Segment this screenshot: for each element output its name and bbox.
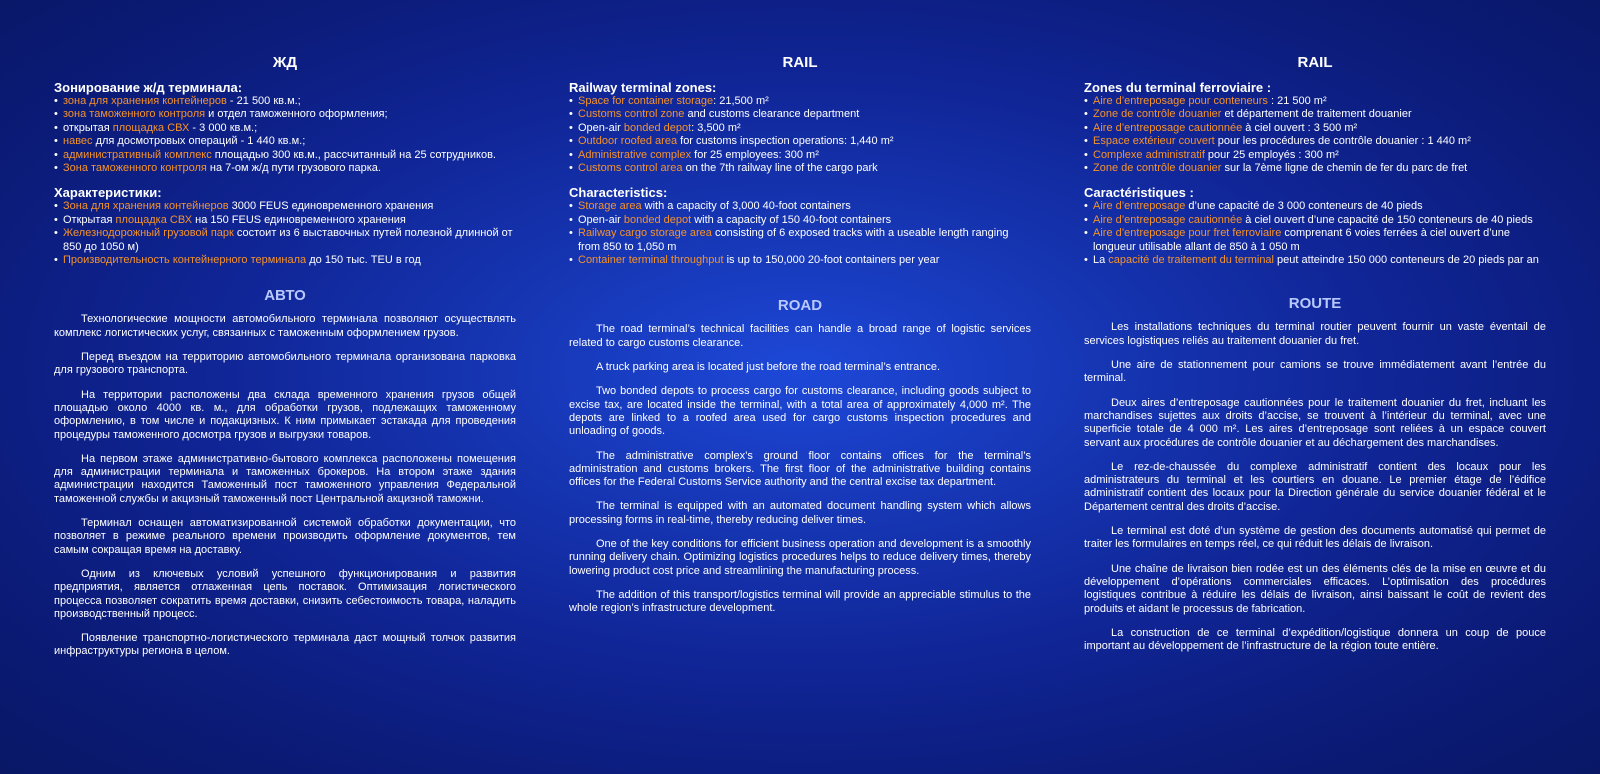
bullet-text: and customs clearance department [684,108,860,121]
bullet-highlight: Aire d’entreposage [1093,200,1186,213]
paragraph: Перед въездом на территорию автомобильного терминала организована парковка для грузового транспорта. [54,351,516,377]
bullet-text: is up to 150,000 20-foot containers per year [723,254,940,267]
bullet-item [54,122,516,135]
bullet-item [569,108,1031,121]
bullet-highlight: bonded depot [623,121,692,134]
bullet-text: и отдел таможенного оформления; [205,108,388,121]
bullet-highlight: навес [63,135,93,148]
rail-title: RAIL [1297,54,1333,71]
paragraph: Les installations techniques du terminal routier peuvent fournir un vaste éventail de services logistiques reliés au traitement douanier du fret. [1084,321,1546,347]
paragraph: Появление транспортно-логистического терминала даст мощный толчок развития инфраструктуры региона в целом. [54,632,516,658]
characteristics-heading: Characteristics: [569,185,668,201]
zones-list [54,95,516,175]
bullet-highlight: зона для хранения контейнеров [63,95,227,107]
bullet-highlight: Complexe administratif [1093,148,1205,161]
road-title: ROUTE [1288,295,1342,313]
bullet-text: 3000 FEUS единовременного хранения [228,200,434,213]
bullet-item [54,214,516,227]
bullet-item [54,108,516,121]
bullet-text: d’une capacité de 3 000 conteneurs de 40 pieds [1185,200,1423,213]
bullet-highlight: Storage area [578,200,642,213]
bullet-text: sur la 7ème ligne de chemin de fer du parc de fret [1221,162,1468,175]
bullet-item [54,254,516,267]
bullet-item [1084,122,1546,135]
paragraph: Two bonded depots to process cargo for customs clearance, including goods subject to excise tax, are located inside the terminal, with a total area of approximately 4,000 m². The depots are linked to a roofed area used for cargo customs inspection procedures and unloading of goods. [569,385,1031,438]
bullet-item [1084,108,1546,121]
characteristics-heading: Характеристики: [54,185,162,201]
bullet-item [54,149,516,162]
bullet-text: peut atteindre 150 000 conteneurs de 20 pieds par an [1274,254,1539,267]
bullet-text: on the 7th railway line of the cargo park [682,162,878,175]
zones-heading: Railway terminal zones: [569,80,717,95]
characteristics-list [569,200,1031,267]
bullet-text: : 21,500 m² [713,95,769,107]
bullet-highlight: Зона таможенного контроля [63,162,207,175]
bullet-text: consisting of 6 exposed tracks with a useable length ranging from 850 to 1,050 m [578,227,1009,253]
paragraph: One of the key conditions for efficient business operation and development is a smoothly running delivery chain. Optimizing logistics procedures helps to reduce delivery times, thereby lowering product cost price and streamlining the manufacturing process. [569,538,1031,577]
paragraph: Deux aires d’entreposage cautionnées pour le traitement douanier du fret, incluant les marchandises sujettes aux droits d’accise, se trouvent à l’intérieur du terminal, avec une superficie totale de 4 000 m². Les aires d’entreposage sont reliées à un espace couvert servant aux procédures de contrôle douanier et au déchargement des marchandises. [1084,396,1546,449]
bullet-prefix: Open-air [578,121,624,134]
bullet-text: et département de traitement douanier [1221,108,1412,121]
bullet-prefix: La [1093,254,1109,267]
paragraph: The road terminal’s technical facilities can handle a broad range of logistic services related to cargo customs clearance. [569,323,1031,349]
bullet-text: comprenant 6 voies ferrées à ciel ouvert d’une longueur utilisable allant de 850 à 1 050 m [1093,227,1511,253]
bullet-highlight: Aire d’entreposage cautionnée [1093,121,1243,134]
bullet-item [569,149,1031,162]
bullet-item [569,200,1031,213]
bullet-item [1084,254,1546,267]
characteristics-heading: Caractéristiques : [1084,185,1194,201]
bullet-prefix: Open-air [578,213,624,226]
bullet-highlight: Железнодорожный грузовой парк [63,227,234,240]
bullet-item [54,200,516,213]
column-english [569,52,1031,627]
bullet-item [569,214,1031,227]
paragraph: Одним из ключевых условий успешного функционирования и развития предприятия, является отлаженная цепь поставок. Оптимизация логистического процесса позволяет сократить время доставки, снизить себестоимость товара, наладить производственный процесс. [54,567,516,620]
bullet-text: - 3 000 кв.м.; [189,121,258,134]
paragraph: Технологические мощности автомобильного терминала позволяют осуществлять комплекс логистических услуг, связанных с таможенным оформлением грузов. [54,313,516,339]
bullet-highlight: Zone de contrôle douanier [1093,108,1222,121]
bullet-item [1084,162,1546,175]
road-paragraphs [1084,321,1546,653]
paragraph: La construction de ce terminal d’expédition/logistique donnera un coup de pouce important au développement de l’infrastructure de la région toute entière. [1084,626,1546,653]
bullet-text: на 150 FEUS единовременного хранения [192,213,406,226]
bullet-item [1084,95,1546,108]
bullet-highlight: Espace extérieur couvert [1093,135,1215,148]
bullet-item [569,227,1031,254]
paragraph: The terminal is equipped with an automated document handling system which allows processing forms in real-time, thereby reducing deliver times. [569,500,1031,526]
bullet-text: with a capacity of 150 40-foot containers [691,213,892,226]
road-paragraphs [569,323,1031,615]
bullet-text: for 25 employees: 300 m² [691,148,819,161]
bullet-text: площадью 300 кв.м., рассчитанный на 25 сотрудников. [211,148,496,161]
bullet-text: для досмотровых операций - 1 440 кв.м.; [92,135,306,148]
bullet-item [1084,214,1546,227]
bullet-text: до 150 тыс. TEU в год [306,254,421,267]
paragraph: Le rez-de-chaussée du complexe administratif contient des locaux pour les administrateurs du terminal et les courtiers en douane. Le premier étage de l’édifice administratif contient des locaux pour la Direction générale du service douanier fédéral et le Département central des droits d’accise. [1084,460,1546,513]
paragraph: The administrative complex’s ground floor contains offices for the terminal’s administration and customs brokers. The first floor of the administrative building contains offices for the Federal Customs Service authority and the central excise tax department. [569,449,1031,489]
rail-title: ЖД [272,54,298,71]
rail-title: RAIL [782,54,818,71]
bullet-item [54,135,516,148]
bullet-text: состоит из 6 выставочных путей полезной длинной от 850 до 1050 м) [63,227,513,253]
bullet-highlight: Зона для хранения контейнеров [63,200,229,213]
bullet-highlight: Space for container storage [578,95,714,107]
zones-list [1084,95,1546,175]
bullet-item [569,95,1031,108]
bullet-item [569,135,1031,148]
bullet-text: à ciel ouvert : 3 500 m² [1242,121,1358,134]
bullet-text: for customs inspection operations: 1,440 m² [677,135,894,148]
bullet-highlight: capacité de traitement du terminal [1108,254,1274,267]
paragraph: Une aire de stationnement pour camions se trouve immédiatement avant l’entrée du terminal. [1084,359,1546,385]
bullet-text: : 3,500 m² [691,121,741,134]
bullet-highlight: Zone de contrôle douanier [1093,162,1222,175]
paragraph: На первом этаже административно-бытового комплекса расположены помещения для администрации терминала и таможенных брокеров. На втором этаже здания администрации находится Таможенный пост таможенного управления Федеральной таможенной службы и акцизный таможенный пост Центральной акцизной таможни. [54,452,516,505]
bullet-text: - 21 500 кв.м.; [226,95,301,107]
paragraph: Le terminal est doté d’un système de gestion des documents automatisé qui permet de traiter les formulaires en temps réel, ce qui réduit les délais de livraison. [1084,525,1546,551]
bullet-item [569,254,1031,267]
paragraph: The addition of this transport/logistics terminal will provide an appreciable stimulus to the whole region’s infrastructure development. [569,588,1031,615]
bullet-text: на 7-ом ж/д пути грузового парка. [206,162,381,175]
bullet-text: with a capacity of 3,000 40-foot containers [641,200,851,213]
bullet-item [54,162,516,175]
characteristics-list [1084,200,1546,267]
bullet-highlight: Outdoor roofed area [578,135,678,148]
zones-list [569,95,1031,175]
bullet-highlight: Aire d’entreposage pour conteneurs [1093,95,1268,107]
bullet-highlight: площадка СВХ [112,121,190,134]
bullet-prefix: открытая [63,121,113,134]
bullet-item [1084,227,1546,254]
bullet-item [54,227,516,254]
column-russian [54,52,516,670]
paragraph: На территории расположены два склада временного хранения грузов общей площадью около 4000 кв. м., для обработки грузов, подлежащих таможенному оформлению, в том числе и подакцизных. К ним примыкает эстакада для проведения процедуры таможенного досмотра грузов и выгрузки товаров. [54,388,516,441]
bullet-highlight: Customs control zone [578,108,685,121]
paragraph: Une chaîne de livraison bien rodée est un des éléments clés de la mise en œuvre et du développement d’opérations commerciales efficaces. L’optimisation des procédures logistiques contribue à réduire les délais de livraison, ainsi baissant le coût de revient des produits et aidant le processus de fabrication. [1084,562,1546,615]
bullet-prefix: Открытая [63,213,116,226]
bullet-highlight: Aire d’entreposage cautionnée [1093,213,1243,226]
road-title: АВТО [264,287,306,305]
bullet-item [1084,200,1546,213]
bullet-highlight: зона таможенного контроля [63,108,206,121]
bullet-highlight: площадка СВХ [115,213,193,226]
column-french [1084,52,1546,664]
paragraph: A truck parking area is located just before the road terminal’s entrance. [596,361,941,374]
bullet-item [1084,149,1546,162]
bullet-item [1084,135,1546,148]
bullet-text: : 21 500 m² [1267,95,1327,107]
bullet-highlight: Aire d’entreposage pour fret ferroviaire [1093,227,1282,240]
road-paragraphs [54,313,516,658]
bullet-text: pour les procédures de contrôle douanier : 1 440 m² [1214,135,1471,148]
bullet-item [569,162,1031,175]
bullet-item [569,122,1031,135]
bullet-item [54,95,516,108]
bullet-highlight: bonded depot [623,213,692,226]
bullet-highlight: административный комплекс [63,148,212,161]
road-title: ROAD [777,297,823,315]
bullet-highlight: Administrative complex [578,148,692,161]
zones-heading: Зонирование ж/д терминала: [54,80,243,95]
characteristics-list [54,200,516,267]
bullet-text: pour 25 employés : 300 m² [1204,148,1339,161]
zones-heading: Zones du terminal ferroviaire : [1084,80,1272,95]
bullet-highlight: Производительность контейнерного терминала [63,254,307,267]
bullet-highlight: Railway cargo storage area [578,227,712,240]
paragraph: Терминал оснащен автоматизированной системой обработки документации, что позволяет в режиме реального времени производить оформление документов, тем самым сокращая время на доставку. [54,517,516,556]
bullet-highlight: Container terminal throughput [578,254,724,267]
bullet-text: à ciel ouvert d’une capacité de 150 conteneurs de 40 pieds [1242,213,1533,226]
bullet-highlight: Customs control area [578,162,683,175]
